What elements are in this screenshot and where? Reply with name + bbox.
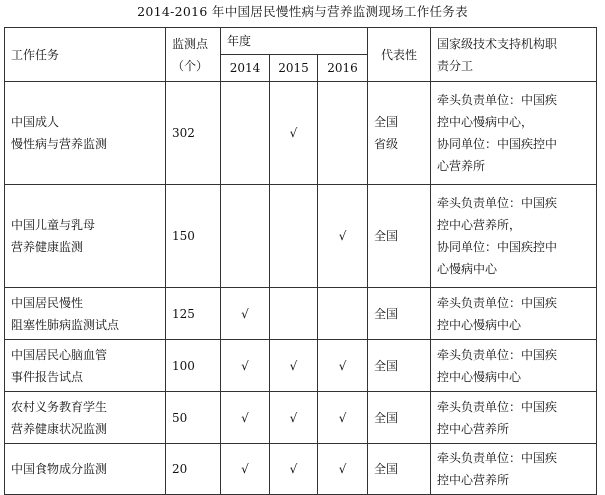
check-mark: √ [289, 410, 298, 425]
year-check-cell [318, 392, 368, 444]
task-cell [5, 340, 166, 392]
points-cell [166, 185, 221, 288]
responsibility-cell [431, 185, 597, 288]
header-year-label: 年度 [227, 34, 252, 48]
responsibility-line: 牵头负责单位：中国疾 [437, 399, 558, 414]
task-table [4, 27, 597, 495]
responsibility-line: 控中心营养所 [437, 421, 510, 436]
representativeness-cell [368, 185, 431, 288]
responsibility-line: 牵头负责单位：中国疾 [437, 295, 558, 310]
year-check-cell [270, 392, 318, 444]
points-value: 20 [172, 462, 188, 476]
year-check-cell [221, 82, 270, 185]
table-row [5, 340, 597, 392]
responsibility-line: 牵头负责单位：中国疾 [437, 93, 558, 107]
table-row [5, 444, 597, 495]
responsibility-line: 控中心慢病中心， [437, 115, 534, 129]
check-mark: √ [241, 462, 249, 476]
header-representativeness-label: 代表性 [381, 47, 418, 62]
check-mark: √ [241, 358, 249, 373]
responsibility-line: 控中心慢病中心 [437, 369, 522, 384]
task-name-line: 中国居民心脑血管 [11, 347, 108, 362]
representativeness-line: 全国 [374, 115, 399, 129]
task-name-line: 阻塞性肺病监测试点 [11, 317, 120, 332]
year-check-cell [318, 444, 368, 495]
year-check-cell [221, 288, 270, 340]
task-name-line: 中国居民慢性 [11, 295, 84, 310]
year-check-cell [270, 82, 318, 185]
responsibility-line: 心营养所 [437, 159, 486, 173]
task-name-line: 农村义务教育学生 [11, 399, 108, 414]
header-year-2015: 2015 [270, 55, 318, 82]
responsibility-line: 协同单位：中国疾控中 [437, 240, 558, 254]
task-cell [5, 288, 166, 340]
year-check-cell [221, 392, 270, 444]
points-cell [166, 82, 221, 185]
table-row [5, 185, 597, 288]
representativeness-line: 全国 [374, 306, 399, 321]
points-value: 50 [172, 410, 188, 425]
check-mark: √ [338, 410, 347, 425]
task-name-line: 营养健康监测 [11, 240, 84, 254]
header-points [166, 28, 221, 82]
points-value: 302 [172, 126, 195, 140]
header-task-label: 工作任务 [11, 47, 60, 62]
representativeness-line: 全国 [374, 358, 399, 373]
year-check-cell [221, 185, 270, 288]
responsibility-line: 协同单位：中国疾控中 [437, 137, 558, 151]
year-check-cell [318, 185, 368, 288]
points-value: 150 [172, 229, 195, 243]
header-year-2014: 2014 [221, 55, 270, 82]
points-cell [166, 444, 221, 495]
task-name-line: 慢性病与营养监测 [11, 137, 108, 151]
responsibility-cell [431, 392, 597, 444]
points-cell [166, 340, 221, 392]
check-mark: √ [338, 462, 347, 476]
table-row [5, 288, 597, 340]
representativeness-cell [368, 444, 431, 495]
year-check-cell [270, 185, 318, 288]
points-cell [166, 288, 221, 340]
representativeness-line: 全国 [374, 229, 399, 243]
header-year [221, 28, 368, 55]
year-check-cell [221, 340, 270, 392]
year-check-cell [270, 444, 318, 495]
responsibility-cell [431, 82, 597, 185]
task-cell [5, 444, 166, 495]
representativeness-cell [368, 288, 431, 340]
check-mark: √ [241, 306, 249, 321]
task-cell [5, 82, 166, 185]
check-mark: √ [241, 410, 249, 425]
representativeness-line: 全国 [374, 410, 399, 425]
responsibility-line: 控中心营养所， [437, 218, 522, 232]
responsibility-line: 牵头负责单位：中国疾 [437, 347, 558, 362]
table-body [5, 28, 597, 495]
header-responsibility-line2: 责分工 [437, 58, 474, 73]
representativeness-cell [368, 340, 431, 392]
check-mark: √ [338, 229, 347, 243]
points-value: 125 [172, 306, 195, 321]
table-row [5, 392, 597, 444]
year-check-cell [221, 444, 270, 495]
table-title: 2014-2016 年中国居民慢性病与营养监测现场工作任务表 [137, 4, 468, 19]
representativeness-cell [368, 82, 431, 185]
year-check-cell [270, 288, 318, 340]
responsibility-line: 牵头负责单位：中国疾 [437, 196, 558, 210]
task-name-line: 事件报告试点 [11, 369, 84, 384]
check-mark: √ [289, 126, 298, 140]
header-year-2016: 2016 [318, 55, 368, 82]
responsibility-line: 控中心营养所 [437, 473, 510, 487]
header-task [5, 28, 166, 82]
points-value: 100 [172, 358, 195, 373]
year-check-cell [318, 288, 368, 340]
header-representativeness [368, 28, 431, 82]
responsibility-line: 牵头负责单位：中国疾 [437, 451, 558, 465]
header-points-line2: （个） [172, 58, 209, 73]
task-cell [5, 392, 166, 444]
responsibility-cell [431, 444, 597, 495]
points-cell [166, 392, 221, 444]
year-check-cell [270, 340, 318, 392]
task-name-line: 中国儿童与乳母 [11, 218, 96, 232]
responsibility-line: 控中心慢病中心 [437, 317, 522, 332]
header-responsibility [431, 28, 597, 82]
task-name-line: 营养健康状况监测 [11, 421, 108, 436]
header-row-1 [5, 28, 597, 55]
task-cell [5, 185, 166, 288]
check-mark: √ [289, 358, 298, 373]
responsibility-cell [431, 288, 597, 340]
check-mark: √ [289, 462, 298, 476]
check-mark: √ [338, 358, 347, 373]
representativeness-line: 省级 [374, 137, 399, 151]
task-name-line: 中国食物成分监测 [11, 462, 108, 476]
representativeness-cell [368, 392, 431, 444]
header-responsibility-line1: 国家级技术支持机构职 [437, 36, 558, 51]
header-points-line1: 监测点 [172, 36, 209, 51]
task-name-line: 中国成人 [11, 115, 60, 129]
representativeness-line: 全国 [374, 462, 399, 476]
year-check-cell [318, 340, 368, 392]
table-row [5, 82, 597, 185]
year-check-cell [318, 82, 368, 185]
responsibility-line: 心慢病中心 [437, 262, 498, 276]
responsibility-cell [431, 340, 597, 392]
